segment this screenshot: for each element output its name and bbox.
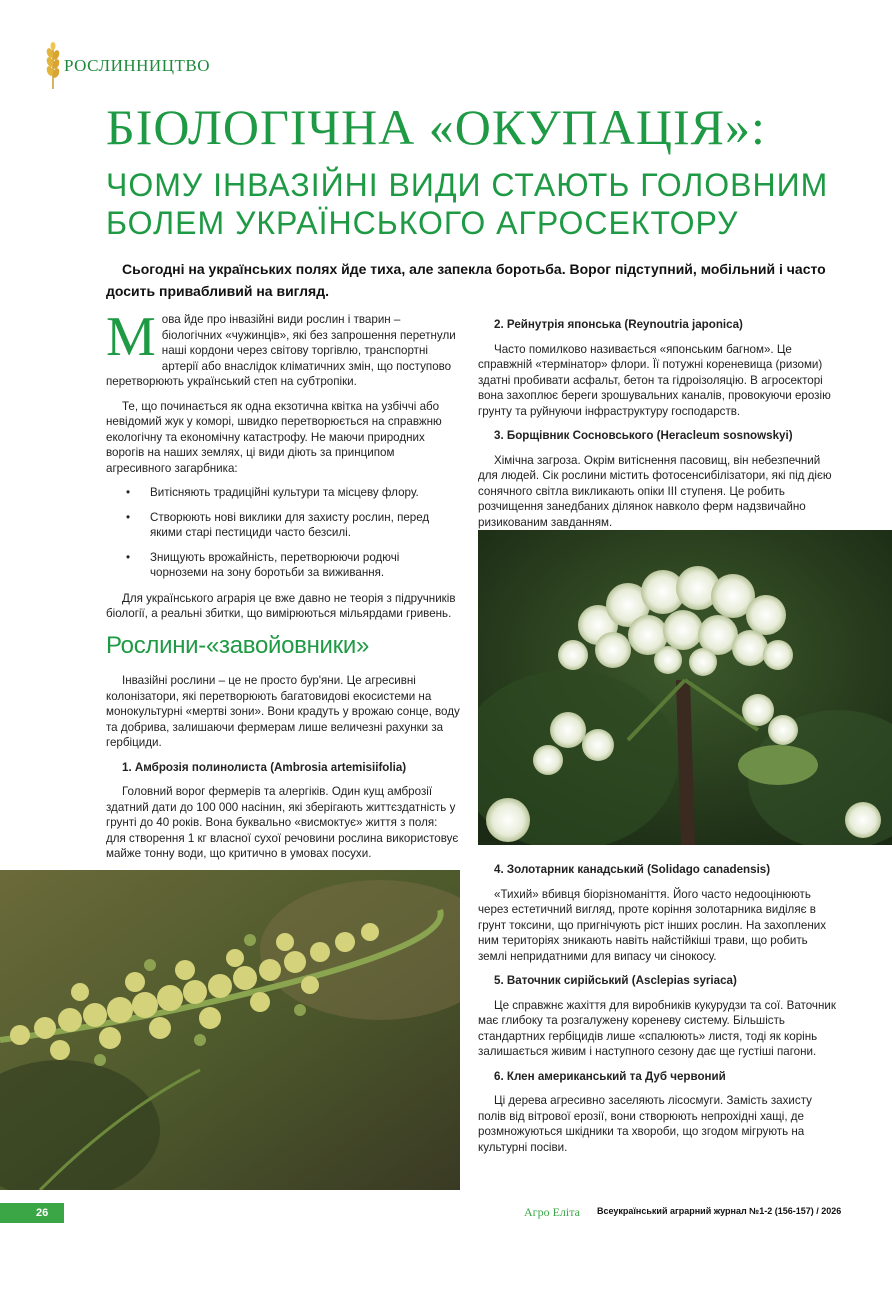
section-label: РОСЛИННИЦТВО xyxy=(64,56,210,75)
drop-cap: М xyxy=(106,306,156,368)
species-heading: 5. Ваточник сирійський (Asclepias syriaca) xyxy=(494,974,737,987)
right-column-bottom xyxy=(478,858,836,1164)
bullet-list xyxy=(106,485,460,581)
intro-text: ова йде про інвазійні види рослин і тварин – біологічних «чужинців», які без запрошення перетнули наші кордони через світову торгівлю, транспортні артерії або внаслідок кліматичних змін, що поступово перетворюють український степ на субтропіки. xyxy=(106,313,456,388)
species-heading: 1. Амброзія полинолиста (Ambrosia artemisiifolia) xyxy=(122,760,407,774)
paragraph: Інвазійні рослини – це не просто бур'яни. Це агресивні колонізатори, які перетворюють багатовидові екосистеми на монокультурні «мертві зони». Вони крадуть у врожаю сонце, воду та добрива, залишаючи фермерам лише величезні рахунки за гербіциди. xyxy=(106,674,460,749)
species-heading: 4. Золотарник канадський (Solidago canadensis) xyxy=(494,863,771,876)
article-subtitle: ЧОМУ ІНВАЗІЙНІ ВИДИ СТАЮТЬ ГОЛОВНИМ БОЛЕМ УКРАЇНСЬКОГО АГРОСЕКТОРУ xyxy=(106,167,829,241)
species-heading: 6. Клен американський та Дуб червоний xyxy=(494,1069,726,1083)
page-number: 26 xyxy=(36,1207,49,1219)
ambrosia-image xyxy=(0,870,460,1190)
species-heading: 2. Рейнутрія японська (Reynoutria japonica) xyxy=(494,318,743,331)
right-column-top xyxy=(478,313,836,539)
list-item: • Знищують врожайність, перетворюючи родючі чорноземи на зону боротьби за виживання. xyxy=(106,550,460,581)
paragraph: «Тихий» вбивця біорізноманіття. Його часто недооцінюють через естетичний вигляд, проте коріння золотарника виділяє в грунт токсини, що пригнічують ріст інших рослин. На захоплених ним територіях зникають навіть найстійкіші трави, що робить землі непридатними для випасу чи сінокосу. xyxy=(478,887,827,963)
hogweed-image xyxy=(478,530,892,845)
article-title: БІОЛОГІЧНА «ОКУПАЦІЯ»: xyxy=(106,99,766,155)
list-item: • Створюють нові виклики для захисту рослин, перед якими старі пестициди часто безсилі. xyxy=(106,510,460,541)
hogweed-photo xyxy=(478,530,892,845)
paragraph: Хімічна загроза. Окрім витіснення пасовищ, він небезпечний для людей. Сік рослини містить фотосенсибілізатори, які під дією сонячного світла викликають опіки III ступеня. Це робить розчищення занедбаних ділянок навколо ферм надзвичайно ризикованим завданням. xyxy=(478,453,832,529)
wheat-icon xyxy=(42,41,64,91)
paragraph: Для українського аграрія це вже давно не теорія з підручників біології, а реальні збитки, що вимірюються мільярдами гривень. xyxy=(106,591,456,620)
journal-info: Всеукраїнський аграрний журнал №1-2 (156-157) / 2026 xyxy=(597,1206,842,1216)
brand-logo: Агро Еліта xyxy=(524,1205,580,1219)
section-subheading: Рослини-«завойовники» xyxy=(106,631,370,659)
paragraph: Те, що починається як одна екзотична квітка на узбіччі або невідомий жук у коморі, швидко перетворюється на справжню екологічну та економічну катастрофу. Не маючи природних ворогів на наших землях, ці види діють за принципом агресивного загарбника: xyxy=(106,399,442,475)
paragraph: Ці дерева агресивно заселяють лісосмуги. Замість захисту полів від вітрової ерозії, вони створюють непрохідні хащі, де розмножуються шкідники та хвороби, що згодом мігрують на культурні посіви. xyxy=(478,1094,812,1154)
list-item: • Витісняють традиційні культури та місцеву флору. xyxy=(106,485,460,501)
intro-paragraph xyxy=(106,306,460,390)
section-header xyxy=(42,40,210,92)
paragraph: Часто помилково називається «японським багном». Це справжній «термінатор» флори. Її потужні кореневища (ризоми) здатні пробивати асфальт, бетон та гідроізоляцію. В агросекторі вона захоплює береги зрошувальних каналів, провокуючи ерозію грунту та руйнуючи інфраструктуру господарств. xyxy=(478,342,831,418)
species-heading: 3. Борщівник Сосновського (Heracleum sosnowskyi) xyxy=(494,429,793,442)
left-column xyxy=(106,306,460,871)
ambrosia-photo xyxy=(0,870,460,1190)
paragraph: Це справжнє жахіття для виробників кукурудзи та сої. Ваточник має глибоку та розгалужену кореневу систему. Більшість стандартних гербіцидів лише «спалюють» листя, тоді як корінь залишається живим і наступного сезону дає ще густіші пагони. xyxy=(478,998,836,1058)
lead-paragraph: Сьогодні на українських полях йде тиха, але запекла боротьба. Ворог підступний, мобільний і часто досить привабливий на вигляд. xyxy=(106,261,826,299)
paragraph: Головний ворог фермерів та алергіків. Один кущ амброзії здатний дати до 100 000 насінин, які зберігають життєздатність у грунті до 40 років. Вона буквально «висмоктує» життя з поля: для створення 1 кг власної сухої речовини рослина використовує майже тонну води, що критично в умовах посухи. xyxy=(106,785,459,860)
